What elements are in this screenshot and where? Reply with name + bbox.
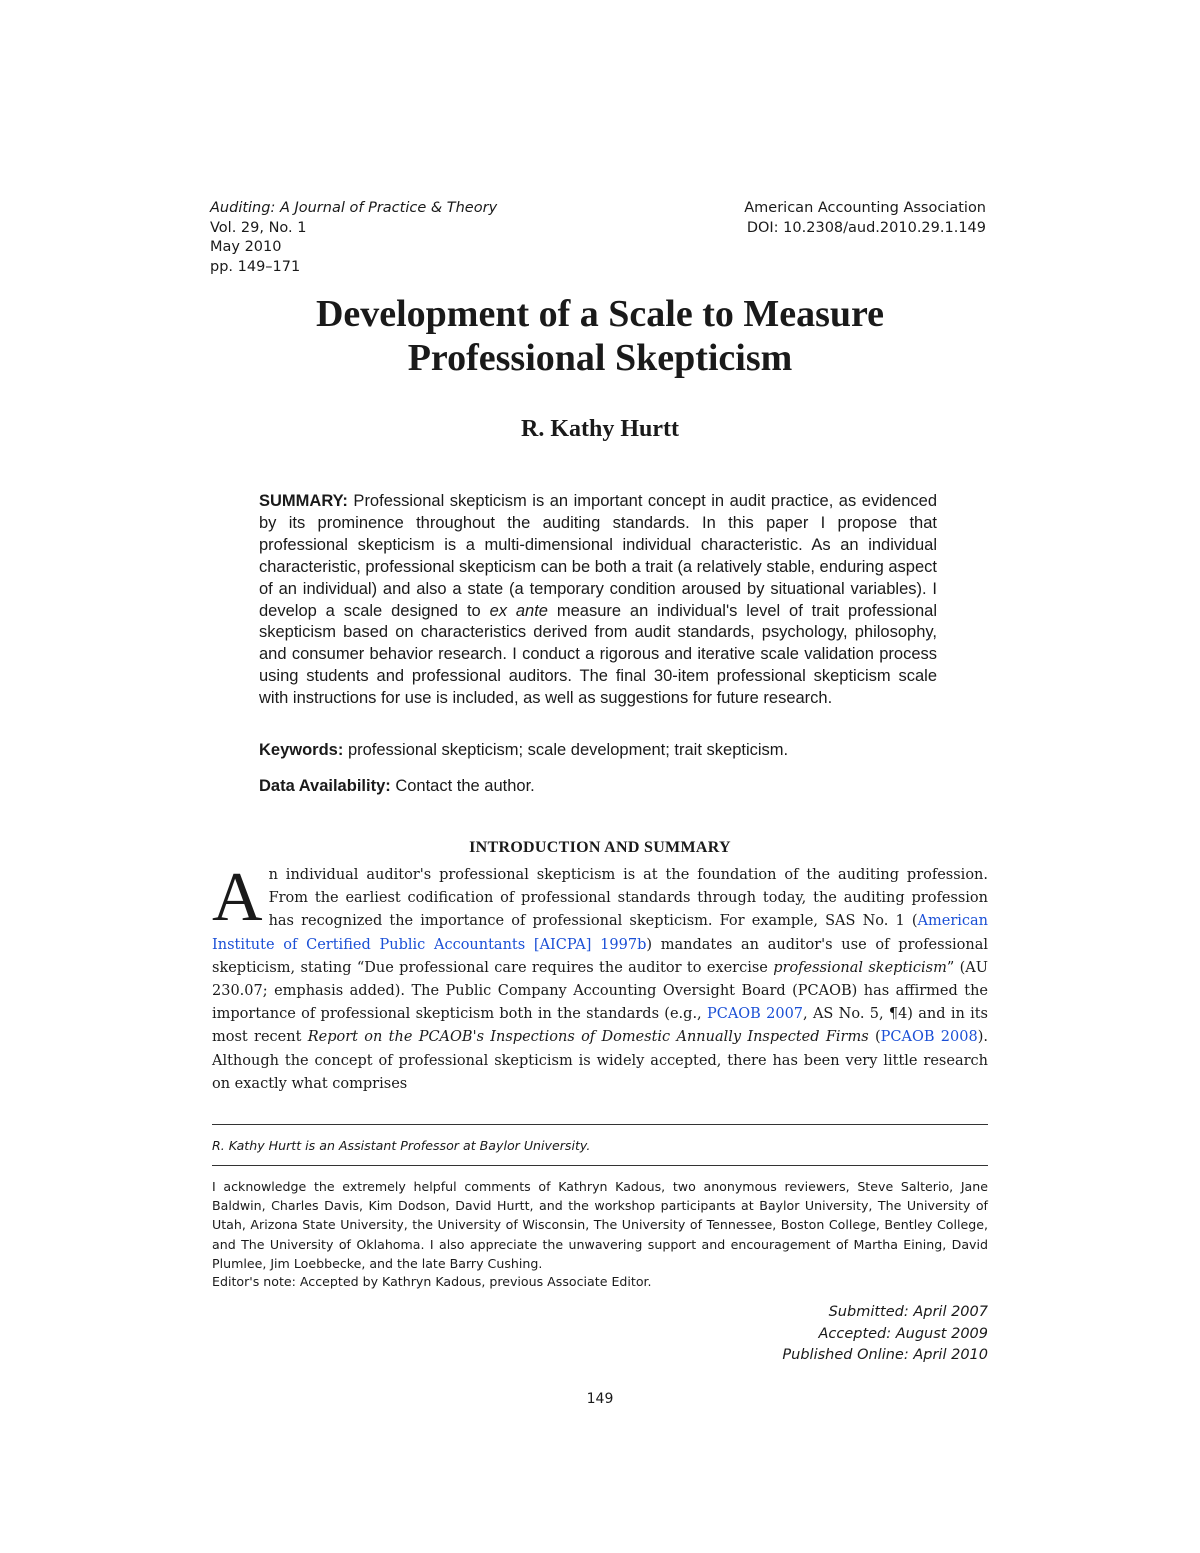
published-date: Published Online: April 2010 bbox=[782, 1347, 988, 1363]
journal-name: Auditing: A Journal of Practice & Theory bbox=[210, 200, 498, 216]
intro-emphasis-1: professional skepticism bbox=[773, 959, 947, 976]
editor-note: Editor's note: Accepted by Kathryn Kadous, previous Associate Editor. bbox=[212, 1274, 652, 1289]
intro-text-2: ) mandates an auditor's use of professional skepticism, stating “Due professional care requires the auditor to exercise bbox=[212, 936, 988, 976]
keywords-text: professional skepticism; scale development; trait skepticism. bbox=[343, 741, 789, 759]
data-availability-label: Data Availability: bbox=[259, 777, 391, 795]
intro-emphasis-2: Report on the PCAOB's Inspections of Domestic Annually Inspected Firms bbox=[307, 1029, 869, 1046]
paper-title-line-2: Professional Skepticism bbox=[407, 337, 793, 379]
journal-pages: pp. 149–171 bbox=[210, 258, 301, 275]
intro-text-5: ( bbox=[868, 1029, 881, 1046]
journal-info bbox=[210, 199, 497, 277]
accepted-date: Accepted: August 2009 bbox=[818, 1325, 988, 1342]
intro-text-3: ” (AU 230.07; emphasis added). The Public Company Accounting Oversight Board (PCAOB) has affirmed the importance of professional skepticism both in the standards (e.g., bbox=[212, 959, 989, 1023]
intro-text-6: ). Although the concept of professional skepticism is widely accepted, there has been very little research on exactly what comprises bbox=[212, 1029, 988, 1092]
intro-text-4: , AS No. 5, ¶4) and in its most recent bbox=[212, 1006, 988, 1046]
summary-text-b: measure an individual's level of trait professional skepticism based on characteristics derived from audit standards, psychology, philosophy, and consumer behavior research. I conduct a rigorous and iterative scale validation process using students and professional auditors. The final 30-item professional skepticism scale with instructions for use is included, as well as suggestions for future research. bbox=[259, 601, 937, 708]
citation-link-pcaob-2007[interactable]: PCAOB 2007 bbox=[706, 1006, 804, 1023]
summary-label: SUMMARY: bbox=[259, 492, 348, 510]
section-heading: INTRODUCTION AND SUMMARY bbox=[469, 839, 731, 856]
intro-paragraph bbox=[212, 859, 989, 1096]
summary-emphasis: ex ante bbox=[489, 601, 548, 620]
journal-date: May 2010 bbox=[210, 239, 282, 255]
intro-text-1: n individual auditor's professional skepticism is at the foundation of the auditing profession. From the earliest codification of professional standards through today, the auditing profession has recognized the importance of professional skepticism. For example, SAS No. 1 ( bbox=[268, 867, 988, 930]
keywords-paragraph bbox=[259, 740, 937, 762]
footnote-divider-2 bbox=[212, 1165, 988, 1166]
summary-text-a: Professional skepticism is an important concept in audit practice, as evidenced by its prominence throughout the auditing standards. In this paper I propose that professional skepticism is a multi-dimensional individual characteristic. As an individual characteristic, professional skepticism can be both a trait (a relatively stable, enduring aspect of an individual) and also a state (a temporary condition aroused by situational variables). I develop a scale designed to bbox=[259, 492, 937, 620]
citation-link-pcaob-2008[interactable]: PCAOB 2008 bbox=[880, 1029, 978, 1046]
paper-title-line-1: Development of a Scale to Measure bbox=[315, 293, 885, 335]
data-availability-text: Contact the author. bbox=[390, 777, 535, 795]
author-name: R. Kathy Hurtt bbox=[521, 416, 679, 442]
paper-title bbox=[0, 292, 1200, 380]
journal-volume: Vol. 29, No. 1 bbox=[210, 219, 307, 236]
publisher-info bbox=[744, 199, 986, 238]
doi: DOI: 10.2308/aud.2010.29.1.149 bbox=[746, 219, 986, 236]
page-number: 149 bbox=[586, 1391, 614, 1407]
author-footnote: R. Kathy Hurtt is an Assistant Professor at Baylor University. bbox=[212, 1138, 591, 1153]
summary-paragraph bbox=[259, 491, 937, 710]
publication-dates bbox=[782, 1302, 988, 1367]
drop-cap: A bbox=[212, 859, 263, 936]
data-availability-paragraph bbox=[259, 776, 937, 798]
publisher-name: American Accounting Association bbox=[744, 200, 986, 216]
keywords-label: Keywords: bbox=[259, 741, 344, 759]
submitted-date: Submitted: April 2007 bbox=[828, 1304, 988, 1320]
footnote-divider-1 bbox=[212, 1124, 988, 1125]
citation-link-aicpa[interactable]: American Institute of Certified Public Accountants [AICPA] 1997b bbox=[212, 913, 988, 953]
acknowledgment-footnote: I acknowledge the extremely helpful comments of Kathryn Kadous, two anonymous reviewers, Steve Salterio, Jane Baldwin, Charles Davis, Kim Dodson, David Hurtt, and the workshop participants at Baylor University, The University of Utah, Arizona State University, the University of Wisconsin, The University of Tennessee, Boston College, Bentley College, and The University of Oklahoma. I also appreciate the unwavering support and encouragement of Martha Eining, David Plumlee, Jim Loebbecke, and the late Barry Cushing. bbox=[212, 1179, 988, 1271]
